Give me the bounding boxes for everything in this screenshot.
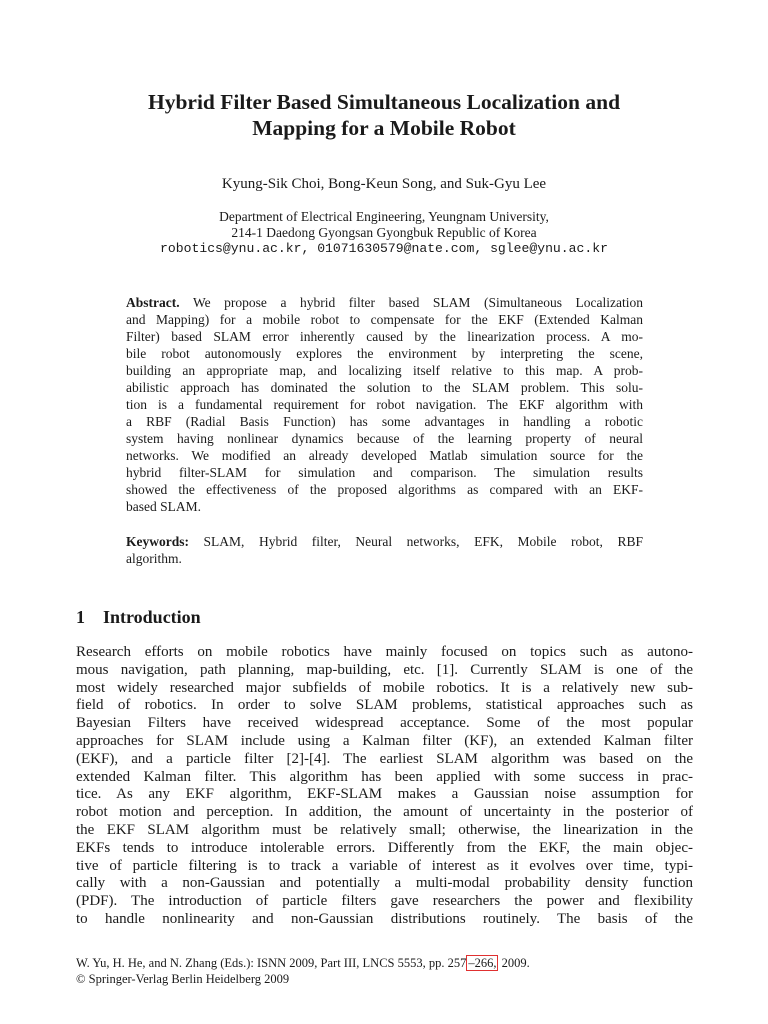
- section-title: Introduction: [103, 607, 201, 627]
- body-line: mous navigation, path planning, map-building, etc. [1]. Currently SLAM is one of the: [76, 661, 693, 678]
- abstract-line: bile robot autonomously explores the environment by interpreting the scene,: [126, 346, 643, 361]
- abstract-line: [126, 294, 643, 311]
- affiliation-address: 214-1 Daedong Gyongsan Gyongbuk Republic of Korea: [231, 225, 537, 240]
- introduction-body: [76, 644, 693, 929]
- paper-title-line-1: Hybrid Filter Based Simultaneous Localization and: [147, 90, 621, 114]
- abstract: [126, 294, 643, 515]
- body-line: tice. As any EKF algorithm, EKF-SLAM makes a Gaussian noise assumption for: [76, 786, 693, 803]
- abstract-line: building an appropriate map, and localizing itself relative to this map. A prob-: [126, 363, 643, 378]
- author-list: Kyung-Sik Choi, Bong-Keun Song, and Suk-Gyu Lee: [221, 176, 547, 192]
- body-line: EKFs tends to introduce intolerable errors. Differently from the EKF, the main objec-: [76, 839, 693, 856]
- body-line: cally with a non-Gaussian and potentially a multi-modal probability density function: [76, 875, 693, 892]
- abstract-text: We propose a hybrid filter based SLAM (Simultaneous Localization: [179, 295, 643, 310]
- abstract-line: abilistic approach has dominated the solution to the SLAM problem. This solu-: [126, 380, 643, 395]
- paper-title-line-2: Mapping for a Mobile Robot: [252, 116, 516, 140]
- section-heading: [76, 606, 201, 628]
- keywords-line: [126, 533, 643, 550]
- body-line: Bayesian Filters have received widespread acceptance. Some of the most popular: [76, 715, 693, 732]
- abstract-line: a RBF (Radial Basis Function) has some advantages in handling a robotic: [126, 414, 643, 429]
- abstract-label: Abstract.: [126, 295, 180, 310]
- body-line: robot motion and perception. In addition, the amount of uncertainty in the posterior of: [76, 804, 693, 821]
- keywords-text: SLAM, Hybrid filter, Neural networks, EFK, Mobile robot, RBF: [189, 534, 643, 549]
- body-line: Research efforts on mobile robotics have mainly focused on topics such as autono-: [76, 644, 693, 660]
- body-line: to handle nonlinearity and non-Gaussian distributions routinely. The basis of the: [76, 910, 693, 927]
- abstract-line: system having nonlinear dynamics because of the learning property of neural: [126, 431, 643, 446]
- affiliation-department: Department of Electrical Engineering, Yeungnam University,: [219, 209, 549, 224]
- abstract-line: hybrid filter-SLAM for simulation and comparison. The simulation results: [126, 465, 643, 480]
- page-range-link[interactable]: –266,: [468, 956, 497, 970]
- abstract-line: Filter) based SLAM error inherently caused by the linearization process. A mo-: [126, 329, 643, 344]
- body-line: field of robotics. In order to solve SLAM problems, statistical approaches such as: [76, 697, 693, 714]
- keywords-label: Keywords:: [126, 534, 189, 549]
- body-line: extended Kalman filter. This algorithm has been applied with some success in prac-: [76, 768, 693, 785]
- body-line: tive of particle filtering is to track a variable of interest as it evolves over time, typi-: [76, 857, 693, 874]
- citation-footer: [76, 955, 530, 971]
- keywords: [126, 533, 643, 567]
- section-number: 1: [76, 607, 85, 627]
- body-line: (PDF). The introduction of particle filters gave researchers the power and flexibility: [76, 893, 693, 910]
- author-emails: robotics@ynu.ac.kr, 01071630579@nate.com, sglee@ynu.ac.kr: [160, 241, 608, 256]
- citation-year: 2009.: [498, 956, 530, 970]
- abstract-line: showed the effectiveness of the proposed algorithms as compared with an EKF-: [126, 482, 643, 497]
- keywords-line: algorithm.: [126, 551, 182, 566]
- abstract-line: based SLAM.: [126, 499, 201, 514]
- body-line: approaches for SLAM include using a Kalman filter (KF), an extended Kalman filter: [76, 732, 693, 749]
- body-line: the EKF SLAM algorithm must be relatively small; otherwise, the linearization in the: [76, 821, 693, 838]
- abstract-line: networks. We modified an already developed Matlab simulation source for the: [126, 448, 643, 463]
- body-line: (EKF), and a particle filter [2]-[4]. The earliest SLAM algorithm was based on the: [76, 750, 693, 767]
- citation-text: W. Yu, H. He, and N. Zhang (Eds.): ISNN 2009, Part III, LNCS 5553, pp. 257: [76, 956, 467, 970]
- abstract-line: tion is a fundamental requirement for robot navigation. The EKF algorithm with: [126, 397, 643, 412]
- copyright-notice: © Springer-Verlag Berlin Heidelberg 2009: [76, 972, 290, 986]
- body-line: most widely researched major subfields of mobile robotics. It is a relatively new sub-: [76, 679, 693, 696]
- abstract-line: and Mapping) for a mobile robot to compensate for the EKF (Extended Kalman: [126, 312, 643, 327]
